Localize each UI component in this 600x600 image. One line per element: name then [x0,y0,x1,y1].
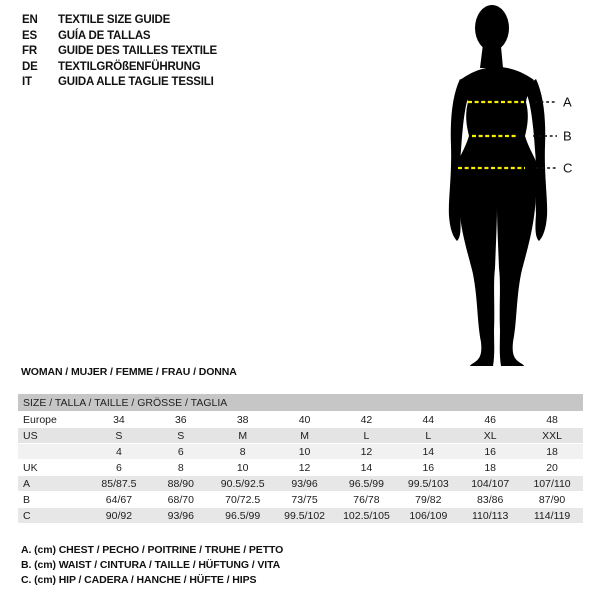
size-cell: 38 [212,412,274,428]
size-cell: 96.5/99 [212,508,274,524]
language-row-fr [22,44,217,60]
size-table-row [18,444,583,460]
size-cell: 79/82 [397,492,459,508]
size-cell: 18 [459,460,521,476]
size-cell: 4 [88,444,150,460]
size-cell: 110/113 [459,508,521,524]
size-cell: 40 [274,412,336,428]
size-table-row [18,460,583,476]
table-heading: WOMAN / MUJER / FEMME / FRAU / DONNA [21,366,237,378]
row-label: UK [18,460,88,476]
size-cell: L [397,428,459,444]
size-table-header-row [18,394,583,412]
language-code: DE [22,60,38,73]
row-label: A [18,476,88,492]
language-title: GUÍA DE TALLAS [58,29,151,42]
row-label [18,444,88,460]
size-cell: 46 [459,412,521,428]
language-code: FR [22,45,37,58]
size-cell: 99.5/103 [397,476,459,492]
size-cell: 104/107 [459,476,521,492]
size-cell: 99.5/102 [274,508,336,524]
size-cell: 12 [336,444,398,460]
size-cell: 102.5/105 [336,508,398,524]
size-cell: 42 [336,412,398,428]
size-cell: 114/119 [521,508,583,524]
size-cell: 16 [459,444,521,460]
body-measurement-figure [400,0,600,370]
size-table-row [18,476,583,492]
silhouette-left-leg [458,196,497,366]
size-cell: M [274,428,336,444]
size-cell: 16 [397,460,459,476]
legend-line: B. (cm) WAIST / CINTURA / TAILLE / HÜFTUNG / VITA [21,559,281,572]
size-cell: 10 [212,460,274,476]
size-cell: 73/75 [274,492,336,508]
size-cell: L [336,428,398,444]
language-title: TEXTILE SIZE GUIDE [58,14,171,26]
size-cell: 93/96 [150,508,212,524]
size-cell: 8 [150,460,212,476]
size-cell: 8 [212,444,274,460]
size-cell: 85/87.5 [88,476,150,492]
size-cell: 36 [150,412,212,428]
language-list [22,13,217,91]
size-cell: XL [459,428,521,444]
row-label: B [18,492,88,508]
size-cell: 14 [336,460,398,476]
silhouette-neck [480,36,503,68]
size-table-row [18,428,583,444]
row-label: C [18,508,88,524]
measure-label-a: A [563,94,572,110]
measure-label-b: B [563,128,572,144]
size-cell: 64/67 [88,492,150,508]
size-cell: 14 [397,444,459,460]
size-cell: 6 [150,444,212,460]
legend-line: C. (cm) HIP / CADERA / HANCHE / HÜFTE / HIPS [21,574,257,587]
size-cell: 18 [521,444,583,460]
size-cell: 96.5/99 [336,476,398,492]
size-table-body [18,394,583,524]
size-cell: 107/110 [521,476,583,492]
size-cell: 90.5/92.5 [212,476,274,492]
row-label: US [18,428,88,444]
language-code: ES [22,29,37,42]
woman-silhouette [400,0,600,370]
language-row-en [22,13,217,29]
legend-line: A. (cm) CHEST / PECHO / POITRINE / TRUHE / PETTO [21,544,284,556]
language-title: TEXTILGRÖßENFÜHRUNG [58,60,201,73]
size-cell: 6 [88,460,150,476]
size-cell: 68/70 [150,492,212,508]
size-cell: M [212,428,274,444]
size-cell: S [88,428,150,444]
row-label: Europe [18,412,88,428]
size-cell: 87/90 [521,492,583,508]
language-row-de [22,60,217,76]
language-title: GUIDE DES TAILLES TEXTILE [58,45,217,58]
size-cell: 44 [397,412,459,428]
size-cell: XXL [521,428,583,444]
language-row-it [22,75,217,91]
size-table-row [18,508,583,524]
size-cell: 70/72.5 [212,492,274,508]
size-cell: 10 [274,444,336,460]
size-table-header: SIZE / TALLA / TAILLE / GRÖSSE / TAGLIA [18,394,583,412]
size-table-row [18,492,583,508]
size-table-row [18,412,583,428]
silhouette-right-leg [497,196,536,366]
size-cell: S [150,428,212,444]
size-cell: 90/92 [88,508,150,524]
measurement-legend [21,543,283,589]
size-cell: 93/96 [274,476,336,492]
size-cell: 88/90 [150,476,212,492]
size-cell: 83/86 [459,492,521,508]
measure-label-c: C [563,160,573,176]
language-row-es [22,29,217,45]
size-cell: 48 [521,412,583,428]
language-code: IT [22,76,32,89]
size-cell: 106/109 [397,508,459,524]
size-cell: 20 [521,460,583,476]
language-title: GUIDA ALLE TAGLIE TESSILI [58,76,214,89]
language-code: EN [22,14,38,26]
size-cell: 76/78 [336,492,398,508]
size-table [18,393,583,523]
size-cell: 12 [274,460,336,476]
size-cell: 34 [88,412,150,428]
